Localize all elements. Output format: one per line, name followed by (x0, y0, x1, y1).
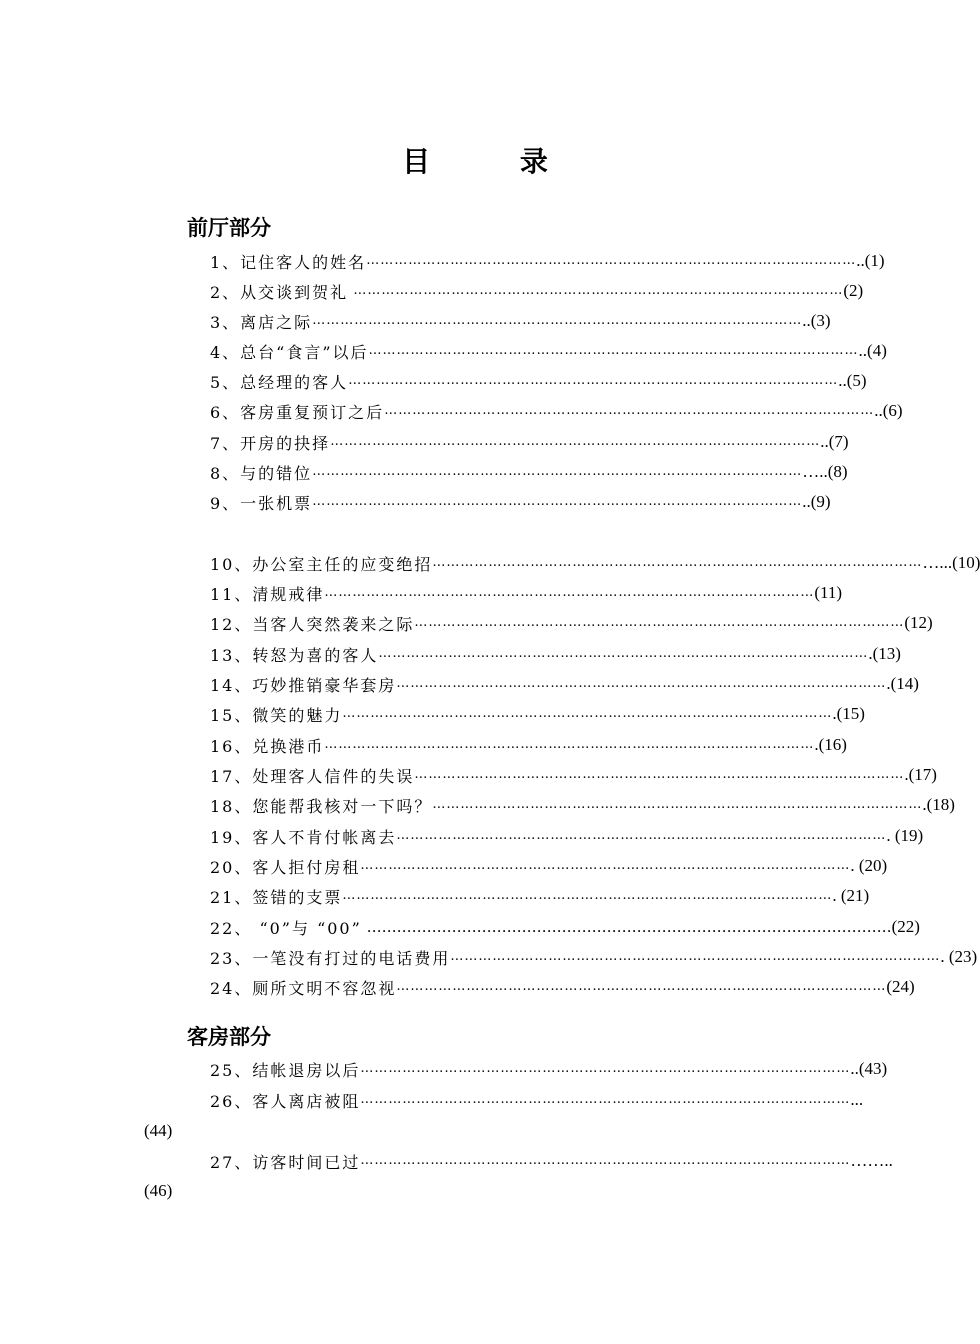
toc-entry-page: . (20) (850, 856, 888, 875)
toc-entry-label: 6、客房重复预订之后 (210, 402, 385, 422)
toc-entry-7[interactable] (210, 427, 849, 457)
toc-leader-dots: …………………………………………………………………………………………… (360, 1153, 851, 1168)
toc-entry-label: 23、一笔没有打过的电话费用 (210, 948, 451, 968)
toc-entry-label: 10、办公室主任的应变绝招 (210, 554, 433, 574)
toc-leader-dots: …………………………………………………………………………………………… (330, 434, 821, 449)
toc-entry-label: 24、厕所文明不容忽视 (210, 978, 397, 998)
toc-leader-dots: …………………………………………………………………………………………… (378, 646, 869, 661)
toc-entry-page: .(18) (922, 795, 955, 814)
toc-entry-16[interactable] (210, 730, 847, 760)
toc-entry-page: …..(8) (802, 462, 848, 481)
toc-entry-page: ..(9) (802, 492, 831, 511)
toc-leader-dots: …………………………………………………………………………………………… (360, 858, 851, 873)
toc-entry-page: .(15) (832, 704, 865, 723)
toc-entry-13[interactable] (210, 639, 901, 669)
toc-entry-label: 20、客人拒付房租 (210, 857, 361, 877)
toc-entry-label: 21、签错的支票 (210, 887, 343, 907)
toc-leader-dots: …………………………………………………………………………………………… (366, 253, 857, 268)
toc-entry-5[interactable] (210, 366, 867, 396)
toc-entry-6[interactable] (210, 396, 903, 426)
toc-entry-page: ..(1) (856, 251, 885, 270)
toc-leader-dots: …………………………………………………………………………………………… (361, 918, 892, 936)
toc-entry-page: .(13) (868, 644, 901, 663)
toc-leader-dots: …………………………………………………………………………………………… (368, 343, 859, 358)
toc-leader-dots: …………………………………………………………………………………………… (384, 403, 875, 418)
toc-entry-page: ..(3) (802, 311, 831, 330)
toc-entry-label: 1、记住客人的姓名 (210, 252, 367, 272)
toc-leader-dots: …………………………………………………………………………………………… (360, 1061, 851, 1076)
toc-leader-dots: …………………………………………………………………………………………… (396, 828, 887, 843)
toc-entry-page: ..(4) (858, 341, 887, 360)
toc-entry-label: 9、一张机票 (210, 493, 313, 513)
toc-entry-17[interactable] (210, 760, 937, 790)
toc-leader-dots: …………………………………………………………………………………………… (342, 706, 833, 721)
toc-entry-page: …….. (850, 1151, 893, 1170)
toc-leader-dots: …………………………………………………………………………………………… (432, 797, 923, 812)
toc-entry-page: (12) (904, 613, 933, 632)
toc-entry-label: 19、客人不肯付帐离去 (210, 827, 397, 847)
page-title: 目 录 (402, 145, 588, 178)
toc-entry-label: 4、总台“食言”以后 (210, 342, 369, 362)
toc-entry-label: 14、巧妙推销豪华套房 (210, 675, 397, 695)
toc-leader-dots: …………………………………………………………………………………………… (312, 313, 803, 328)
toc-leader-dots: …………………………………………………………………………………………… (432, 555, 923, 570)
toc-leader-dots: …………………………………………………………………………………………… (312, 494, 803, 509)
toc-entry-10[interactable] (210, 548, 980, 578)
toc-leader-dots: …………………………………………………………………………………………… (396, 979, 887, 994)
toc-entry-label: 2、从交谈到贺礼 (210, 282, 349, 302)
toc-leader-dots: …………………………………………………………………………………………… (360, 1092, 851, 1107)
toc-entry-27[interactable] (210, 1146, 893, 1176)
toc-entry-page: (2) (843, 281, 864, 300)
section-heading-housekeeping: 客房部分 (187, 1025, 271, 1049)
toc-leader-dots: …………………………………………………………………………………………… (414, 615, 905, 630)
toc-entry-label: 17、处理客人信件的失误 (210, 766, 415, 786)
toc-entry-page: …...(10) (922, 553, 980, 572)
toc-entry-26[interactable] (210, 1085, 864, 1115)
section-heading-front-office: 前厅部分 (187, 216, 271, 240)
toc-entry-label: 12、当客人突然袭来之际 (210, 614, 415, 634)
toc-entry-page: .(17) (904, 765, 937, 784)
toc-entry-label: 13、转怒为喜的客人 (210, 645, 379, 665)
toc-leader-dots: …………………………………………………………………………………………… (324, 585, 815, 600)
toc-entry-page: (24) (886, 977, 915, 996)
toc-entry-18[interactable] (210, 790, 955, 820)
toc-entry-label: 5、总经理的客人 (210, 372, 349, 392)
toc-entry-21[interactable] (210, 881, 870, 911)
toc-leader-dots: …………………………………………………………………………………………… (312, 464, 803, 479)
toc-entry-8[interactable] (210, 457, 848, 487)
toc-leader-dots: …………………………………………………………………………………………… (324, 737, 815, 752)
toc-entry-24[interactable] (210, 972, 915, 1002)
toc-entry-1[interactable] (210, 246, 885, 276)
toc-entry-label: 22、 “0”与 “00” (210, 918, 362, 938)
toc-entry-2[interactable] (210, 276, 864, 306)
toc-entry-label: 25、结帐退房以后 (210, 1060, 361, 1080)
toc-entry-27-page[interactable]: (46) (144, 1181, 173, 1200)
toc-entry-26-page[interactable]: (44) (144, 1121, 173, 1140)
toc-entry-label: 15、微笑的魅力 (210, 705, 343, 725)
toc-leader-dots: …………………………………………………………………………………………… (414, 767, 905, 782)
toc-entry-label: 3、离店之际 (210, 312, 313, 332)
toc-entry-20[interactable] (210, 851, 888, 881)
toc-leader-dots: …………………………………………………………………………………………… (450, 949, 941, 964)
toc-entry-page: .(14) (886, 674, 919, 693)
toc-leader-dots: …………………………………………………………………………………………… (348, 283, 844, 298)
toc-entry-label: 16、兑换港币 (210, 736, 325, 756)
toc-entry-page: ... (850, 1090, 864, 1109)
toc-entry-label: 7、开房的抉择 (210, 433, 331, 453)
toc-entry-page: ..(5) (838, 371, 867, 390)
toc-entry-page: (22) (891, 917, 920, 936)
toc-entry-page: (11) (814, 583, 843, 602)
toc-entry-19[interactable] (210, 821, 924, 851)
toc-entry-page: . (21) (832, 886, 870, 905)
toc-entry-page: ..(43) (850, 1059, 888, 1078)
toc-entry-label: 27、访客时间已过 (210, 1152, 361, 1172)
toc-entry-label: 11、清规戒律 (210, 584, 325, 604)
toc-entry-9[interactable] (210, 487, 831, 517)
toc-entry-page: . (23) (940, 947, 978, 966)
toc-entry-label: 8、与的错位 (210, 463, 313, 483)
toc-leader-dots: …………………………………………………………………………………………… (348, 373, 839, 388)
toc-entry-page: .(16) (814, 735, 847, 754)
toc-entry-3[interactable] (210, 306, 831, 336)
toc-entry-15[interactable] (210, 699, 865, 729)
toc-entry-22[interactable] (210, 912, 920, 942)
toc-entry-11[interactable] (210, 578, 843, 608)
toc-leader-dots: …………………………………………………………………………………………… (342, 888, 833, 903)
toc-entry-4[interactable] (210, 336, 887, 366)
toc-entry-12[interactable] (210, 608, 933, 638)
toc-entry-14[interactable] (210, 669, 919, 699)
toc-entry-page: ..(6) (874, 401, 903, 420)
toc-entry-page: . (19) (886, 826, 924, 845)
toc-entry-label: 26、客人离店被阻 (210, 1091, 361, 1111)
toc-entry-page: ..(7) (820, 432, 849, 451)
toc-entry-23[interactable] (210, 942, 978, 972)
toc-entry-25[interactable] (210, 1054, 888, 1084)
toc-leader-dots: …………………………………………………………………………………………… (396, 676, 887, 691)
toc-entry-label: 18、您能帮我核对一下吗？ (210, 796, 433, 816)
